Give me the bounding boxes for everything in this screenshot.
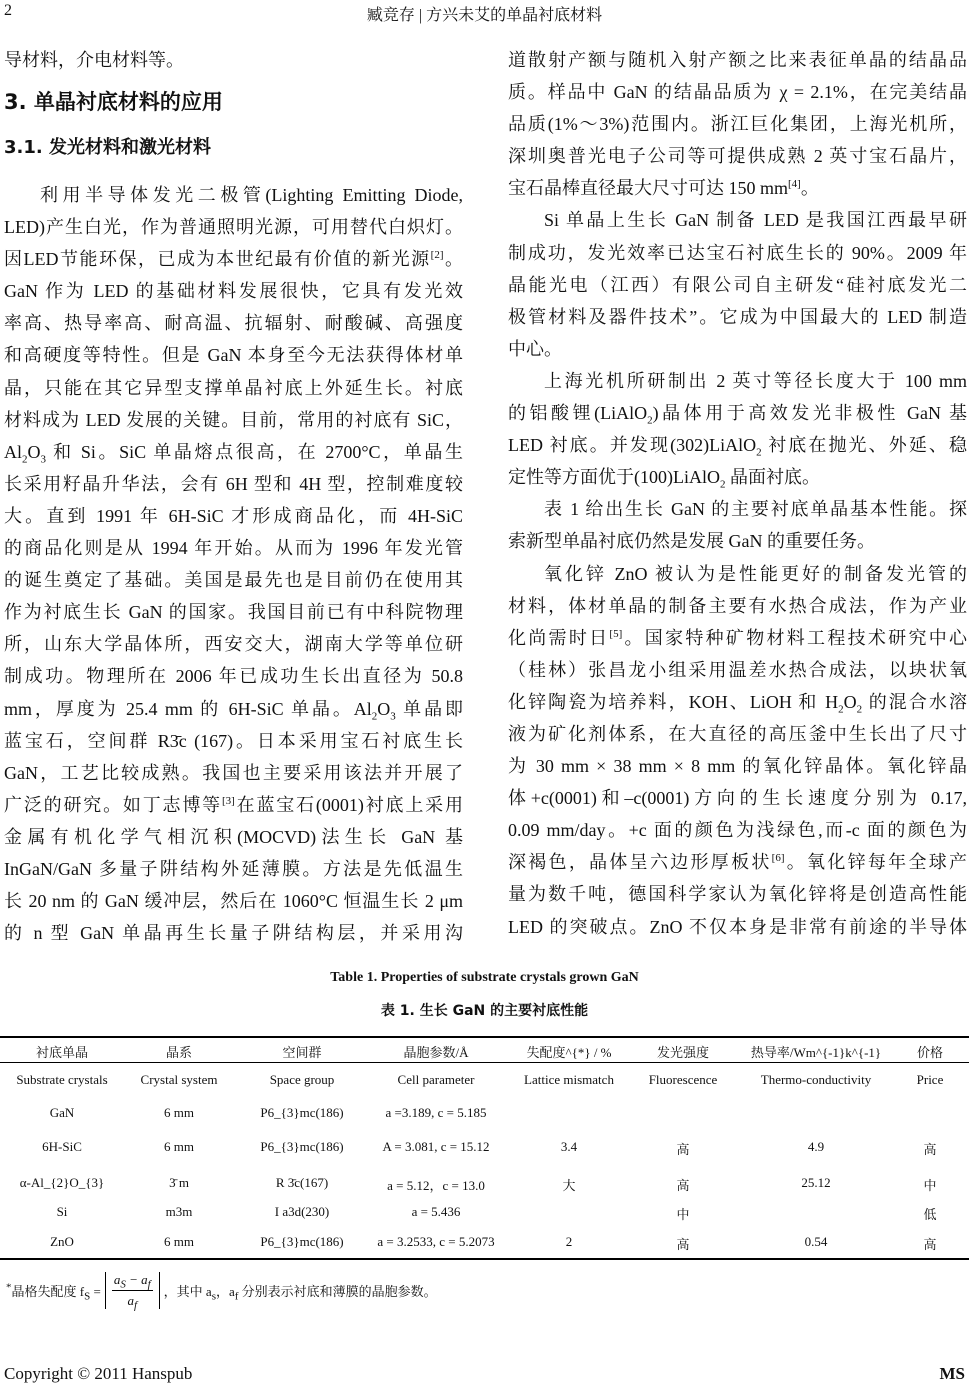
formula-denominator: $a_f$ [127, 1293, 138, 1312]
text-line: 体+c(0001)和–c(0001)方向的生长速度分别为 0.17, [508, 788, 967, 809]
text-line: 深褐色，晶体呈六边形厚板状[6]。氧化锌每年全球产 [508, 852, 968, 873]
cell-space-group: P6_{3}mc(186) [260, 1234, 344, 1249]
cell-crystal-system: Crystal system [140, 1072, 218, 1087]
cell-crystal-system: 3̄ m [169, 1175, 189, 1190]
cell-price: 价格 [916, 1045, 944, 1060]
cell-cell-parameter: a = 5.436 [411, 1204, 461, 1219]
text-line: 深圳奥普光电子公司等可提供成熟 2 英寸宝石晶片， [508, 146, 967, 167]
text-line: LED 衬底。并发现(302)LiAlO$_2$ 衬底在抛光、外延、稳 [508, 435, 967, 459]
table-top-rule [0, 1036, 969, 1038]
paragraph [508, 44, 967, 204]
cell-cell-parameter: Cell parameter [397, 1072, 475, 1087]
text-line: 材料成为 LED 发展的关键。目前，常用的衬底有 SiC， [4, 409, 463, 430]
table-caption-en: Table 1. Properties of substrate crystals grown GaN [330, 970, 639, 985]
text-line: 所，山东大学晶体所，西安交大，湖南大学等单位研 [4, 634, 463, 655]
table-header-rule [0, 1062, 969, 1063]
table-caption-zh: 表 1. 生长 GaN 的主要衬底性能 [380, 1003, 589, 1019]
cell-lattice-mismatch: 大 [562, 1178, 576, 1193]
page-number: 2 [4, 2, 12, 19]
cell-crystal-system: 6 mm [164, 1105, 194, 1120]
cell-substrate: ZnO [50, 1234, 74, 1249]
text-line: 长采用籽晶升华法，会有 6H 型和 4H 型，控制难度较 [4, 473, 463, 494]
footnote-prefix: *晶格失配度 $f_S$ = [6, 1281, 101, 1303]
text-line: 索新型单晶衬底仍然是发展 GaN 的重要任务。 [508, 531, 875, 552]
cell-space-group: P6_{3}mc(186) [260, 1139, 344, 1154]
cell-substrate: Si [56, 1204, 68, 1219]
text-line: 晶能光电（江西）有限公司自主研发“硅衬底发光二 [508, 274, 967, 295]
table-row [0, 1204, 969, 1224]
cell-space-group: 空间群 [282, 1045, 322, 1060]
cell-substrate: Substrate crystals [16, 1072, 108, 1087]
text-line: 利用半导体发光二极管(Lighting Emitting Diode, [40, 185, 463, 205]
cell-lattice-mismatch: 3.4 [560, 1139, 578, 1154]
paragraph [508, 493, 967, 557]
text-line: 因LED节能环保，已成为本世纪最有价值的新光源[2]。 [4, 249, 463, 270]
text-line: $Al_2O_3$ 和 Si。SiC 单晶熔点很高，在 2700°C，单晶生 [4, 441, 463, 466]
text-line: 氧化锌 ZnO 被认为是性能更好的制备发光管的 [544, 563, 967, 584]
table-header-en [0, 1072, 969, 1092]
cell-space-group: P6_{3}mc(186) [260, 1105, 344, 1120]
text-line: 晶，只能在其它异型支撑单晶衬底上外延生长。衬底 [4, 377, 463, 398]
text-line: 上海光机所研制出 2 英寸等径长度大于 100 mm [544, 370, 967, 391]
cell-price: Price [916, 1072, 944, 1087]
text-line: 的 n 型 GaN 单晶再生长量子阱结构层，并采用沟 [4, 923, 463, 944]
text-line: LED)产生白光，作为普通照明光源，可用替代白炽灯。 [4, 217, 463, 238]
text-line: 广泛的研究。如丁志博等[3]在蓝宝石(0001)衬底上采用 [4, 794, 463, 815]
intro-line: 导材料，介电材料等。 [4, 50, 184, 70]
text-line: 作为衬底生长 GaN 的国家。我国目前已有中科院物理 [4, 602, 463, 623]
text-line: 的商品化则是从 1994 年开始。从而为 1996 年发光管 [4, 538, 463, 559]
cell-thermal-conductivity: 4.9 [807, 1139, 825, 1154]
text-line: 中心。 [508, 338, 562, 359]
table-bottom-rule [0, 1258, 969, 1260]
right-column [508, 44, 967, 943]
text-line: （桂林）张昌龙小组采用温差水热合成法，以块状氧 [508, 659, 967, 680]
cell-fluorescence: 中 [676, 1207, 690, 1222]
cell-cell-parameter: 晶胞参数/Å [403, 1045, 469, 1060]
text-line: 制成功。物理所在 2006 年已成功生长出直径为 50.8 [4, 666, 463, 687]
cell-space-group: I a3d(230) [274, 1204, 330, 1219]
paragraph [508, 558, 967, 943]
cell-fluorescence: Fluorescence [648, 1072, 718, 1087]
text-line: 制成功，发光效率已达宝石衬底生长的 90%。2009 年 [508, 242, 967, 263]
cell-space-group: Space group [269, 1072, 335, 1087]
cell-crystal-system: m3m [165, 1204, 193, 1219]
text-line: 蓝宝石，空间群 R3̄c (167)。日本采用宝石衬底生长 [4, 730, 463, 751]
text-line: 率高、热导率高、耐高温、抗辐射、耐酸碱、高强度 [4, 313, 463, 334]
section-heading: 3. 单晶衬底材料的应用 [4, 90, 223, 114]
text-line: 为 30 mm × 38 mm × 8 mm 的氧化锌晶体。氧化锌晶 [508, 756, 967, 777]
text-line: 金属有机化学气相沉积(MOCVD)法生长 GaN 基 [4, 826, 463, 847]
cell-lattice-mismatch: 失配度^{*} / % [526, 1045, 612, 1060]
text-line: 的铝酸锂(LiAlO$_2$)晶体用于高效发光非极性 GaN 基 [508, 403, 967, 427]
cell-crystal-system: 6 mm [164, 1139, 194, 1154]
text-line: 表 1 给出生长 GaN 的主要衬底单晶基本性能。探 [544, 499, 967, 520]
cell-cell-parameter: A = 3.081, c = 15.12 [382, 1139, 490, 1154]
cell-fluorescence: 发光强度 [656, 1045, 710, 1060]
text-line: 化锌陶瓷为培养料，KOH、LiOH 和 $H_2O_2$ 的混合水溶 [508, 691, 968, 716]
text-line: 大。直到 1991 年 6H-SiC 才形成商品化，而 4H-SiC [4, 505, 463, 526]
cell-thermal-conductivity: 0.54 [804, 1234, 828, 1249]
cell-fluorescence: 高 [676, 1178, 690, 1193]
cell-thermal-conductivity: 热导率/Wm^{-1}k^{-1} [750, 1045, 882, 1060]
cell-space-group: R 3̄c(167) [275, 1175, 329, 1190]
text-line: Si 单晶上生长 GaN 制备 LED 是我国江西最早研 [544, 210, 967, 231]
mismatch-formula [105, 1272, 160, 1312]
text-line: 宝石晶棒直径最大尺寸可达 150 mm[4]。 [508, 178, 819, 199]
text-line: 化尚需时日[5]。国家特种矿物材料工程技术研究中心 [508, 627, 968, 648]
formula-numerator: $a_S - a_f$ [113, 1272, 151, 1291]
paragraph [508, 204, 967, 364]
text-line: mm，厚度为 25.4 mm 的 6H-SiC 单晶。$Al_2O_3$ 单晶即 [4, 698, 463, 723]
text-line: 和高硬度等特性。但是 GaN 本身至今无法获得体材单 [4, 345, 463, 366]
cell-cell-parameter: a = 3.2533, c = 5.2073 [377, 1234, 495, 1249]
cell-thermal-conductivity: Thermo-conductivity [760, 1072, 872, 1087]
copyright: Copyright © 2011 Hanspub [4, 1364, 193, 1383]
cell-lattice-mismatch: Lattice mismatch [524, 1072, 614, 1087]
text-line: 量为数千吨，德国科学家认为氧化锌将是创造高性能 [508, 884, 967, 905]
text-line: 的诞生奠定了基础。美国是最先也是目前仍在使用其 [4, 570, 463, 591]
text-line: 液为矿化剂体系，在大直径的高压釜中生长出了尺寸 [508, 723, 967, 744]
cell-substrate: 6H-SiC [42, 1139, 82, 1154]
paragraph [508, 365, 967, 493]
cell-cell-parameter: a = 5.12，c = 13.0 [387, 1178, 485, 1193]
text-line: GaN，工艺比较成熟。我国也主要采用该法并开展了 [4, 762, 463, 783]
table-row [0, 1175, 969, 1195]
cell-fluorescence: 高 [676, 1142, 690, 1157]
text-line: 材料，体材单晶的制备主要有水热合成法，作为产业 [508, 595, 967, 616]
cell-price: 低 [923, 1207, 937, 1222]
cell-crystal-system: 6 mm [164, 1234, 194, 1249]
cell-thermal-conductivity: 25.12 [801, 1175, 831, 1190]
text-line: 品质(1%～3%)范围内。浙江巨化集团，上海光机所， [508, 114, 967, 135]
cell-lattice-mismatch: 2 [565, 1234, 573, 1249]
text-line: 极管材料及器件技术”。它成为中国最大的 LED 制造 [508, 306, 967, 327]
cell-substrate: 衬底单晶 [35, 1045, 89, 1060]
journal-abbrev: MS [939, 1364, 965, 1383]
text-line: 长 20 nm 的 GaN 缓冲层，然后在 1060°C 恒温生长 2 μm [4, 891, 463, 912]
cell-crystal-system: 晶系 [165, 1045, 193, 1060]
text-line: 定性等方面优于(100)LiAlO$_2$ 晶面衬底。 [508, 467, 820, 491]
cell-substrate: α-Al_{2}O_{3} [19, 1175, 105, 1190]
text-line: LED 的突破点。ZnO 不仅本身是非常有前途的半导体 [508, 916, 967, 937]
table-row [0, 1105, 969, 1125]
cell-fluorescence: 高 [676, 1237, 690, 1252]
text-line: GaN 作为 LED 的基础材料发展很快，它具有发光效 [4, 281, 463, 302]
paragraph [4, 179, 463, 949]
text-line: InGaN/GaN 多量子阱结构外延薄膜。方法是先低温生 [4, 858, 463, 879]
table-row [0, 1139, 969, 1159]
table-row [0, 1234, 969, 1254]
cell-cell-parameter: a =3.189, c = 5.185 [385, 1105, 487, 1120]
cell-substrate: GaN [49, 1105, 75, 1120]
text-line: 道散射产额与随机入射产额之比来表征单晶的结晶品 [508, 50, 967, 70]
running-title: 臧竞存 | 方兴未艾的单晶衬底材料 [366, 7, 603, 24]
subsection-heading: 3.1. 发光材料和激光材料 [4, 137, 211, 158]
cell-price: 中 [923, 1178, 937, 1193]
footnote-suffix: ，其中 $a_s$，$a_f$ 分别表示衬底和薄膜的晶胞参数。 [163, 1284, 437, 1303]
cell-price: 高 [923, 1237, 937, 1252]
text-line: 质。样品中 GaN 的结晶品质为 χ = 2.1%，在完美结晶 [508, 82, 967, 103]
left-column [4, 44, 463, 949]
cell-price: 高 [923, 1142, 937, 1157]
table-footnote [6, 1272, 437, 1312]
table-header-zh [0, 1042, 969, 1062]
text-line: 0.09 mm/day。+c 面的颜色为浅绿色,而-c 面的颜色为 [508, 820, 967, 841]
